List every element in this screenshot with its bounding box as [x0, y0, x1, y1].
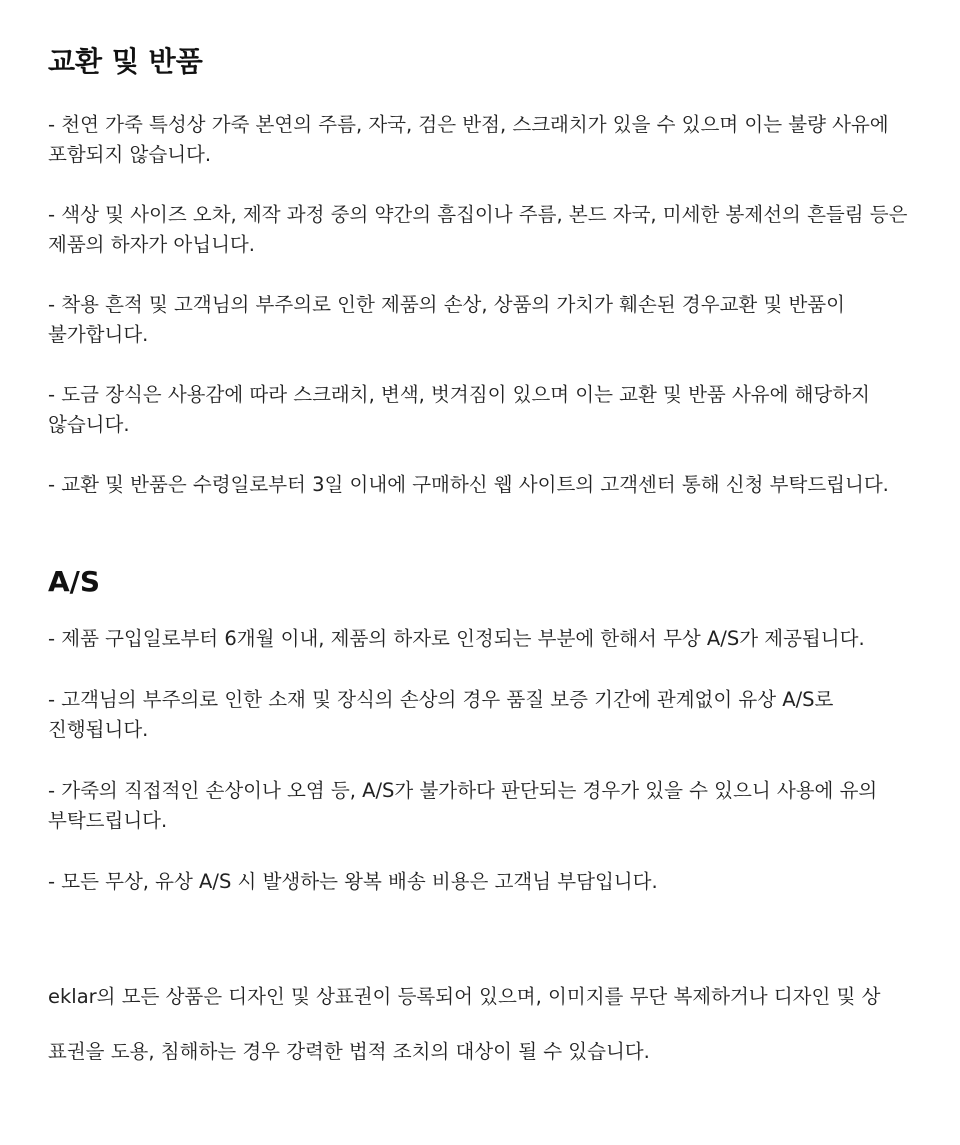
exchange-item-size-color-tolerance: - 색상 및 사이즈 오차, 제작 과정 중의 약간의 흠집이나 주름, 본드 자국, 미세한 봉제선의 흔들림 등은 제품의 하자가 아닙니다. [48, 203, 908, 256]
exchange-item-plating-wear: - 도금 장식은 사용감에 따라 스크래치, 변색, 벗겨짐이 있으며 이는 교환 및 반품 사유에 해당하지 않습니다. [48, 383, 871, 436]
exchange-return-list [48, 110, 918, 500]
copyright-notice-line-1: eklar의 모든 상품은 디자인 및 상표권이 등록되어 있으며, 이미지를 무단 복제하거나 디자인 및 상 [48, 985, 881, 1008]
copyright-notice-line-2: 표권을 도용, 침해하는 경우 강력한 법적 조치의 대상이 될 수 있습니다. [48, 1040, 650, 1063]
exchange-return-title: 교환 및 반품 [48, 45, 203, 78]
as-item-free-service: - 제품 구입일로부터 6개월 이내, 제품의 하자로 인정되는 부분에 한해서 무상 A/S가 제공됩니다. [48, 627, 865, 650]
policy-page [48, 0, 918, 1067]
exchange-item-leather-marks: - 천연 가죽 특성상 가죽 본연의 주름, 자국, 검은 반점, 스크래치가 있을 수 있으며 이는 불량 사유에 포함되지 않습니다. [48, 113, 889, 166]
exchange-item-customer-damage: - 착용 흔적 및 고객님의 부주의로 인한 제품의 손상, 상품의 가치가 훼손된 경우교환 및 반품이 불가합니다. [48, 293, 845, 346]
exchange-item-request-period: - 교환 및 반품은 수령일로부터 3일 이내에 구매하신 웹 사이트의 고객센터 통해 신청 부탁드립니다. [48, 473, 889, 496]
as-item-shipping-cost: - 모든 무상, 유상 A/S 시 발생하는 왕복 배송 비용은 고객님 부담입니다. [48, 870, 658, 893]
as-item-unrepairable: - 가죽의 직접적인 손상이나 오염 등, A/S가 불가하다 판단되는 경우가 있을 수 있으니 사용에 유의 부탁드립니다. [48, 779, 878, 832]
as-list [48, 624, 918, 897]
as-title: A/S [48, 565, 101, 598]
as-item-paid-service: - 고객님의 부주의로 인한 소재 및 장식의 손상의 경우 품질 보증 기간에 관계없이 유상 A/S로 진행됩니다. [48, 688, 834, 741]
